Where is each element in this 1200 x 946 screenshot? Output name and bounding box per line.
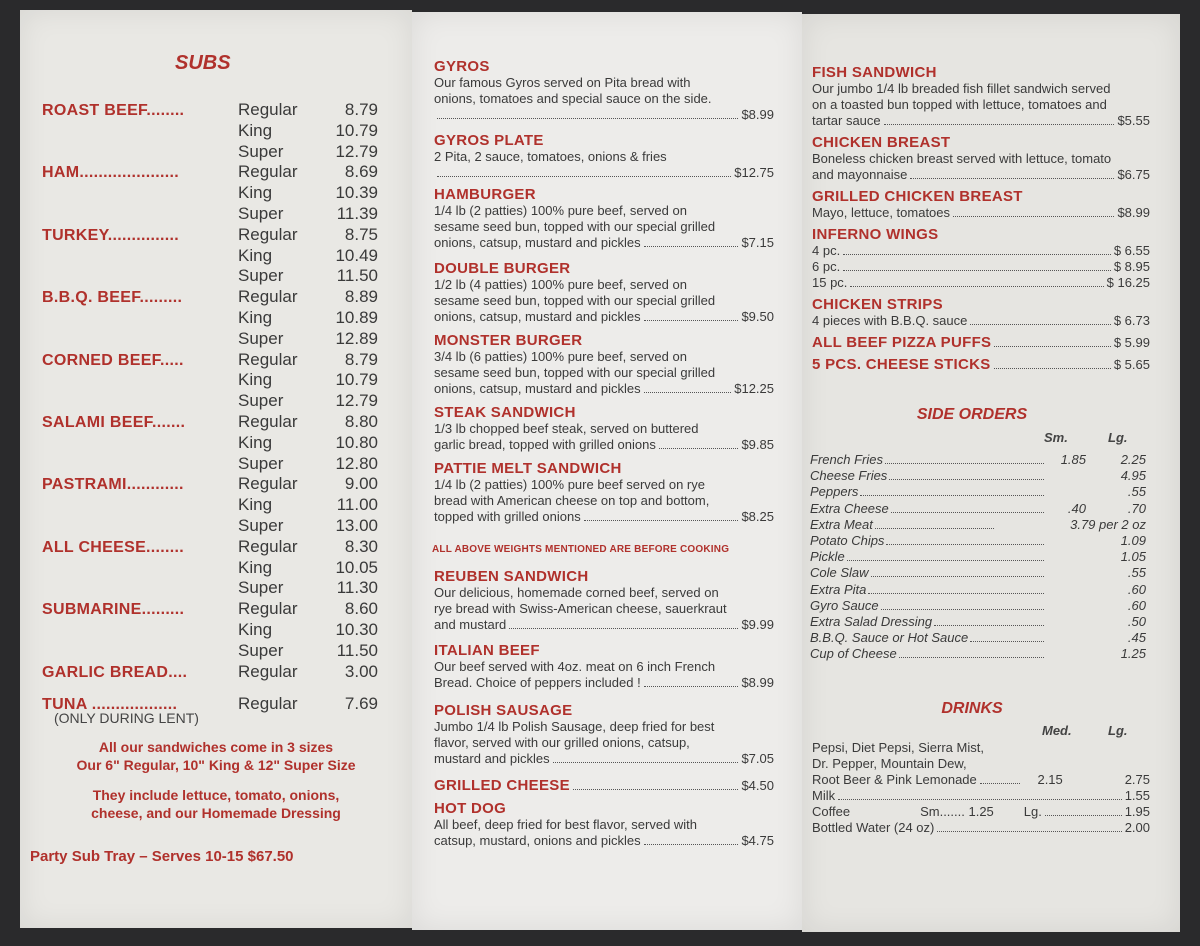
small-column-header: Sm. — [1044, 430, 1068, 445]
item-price: $7.15 — [741, 235, 774, 250]
soda-line: Dr. Pepper, Mountain Dew, — [812, 756, 967, 771]
sub-size: King — [238, 308, 273, 327]
side-small-price: .40 — [1067, 500, 1086, 516]
coffee-small: Sm....... 1.25 — [920, 804, 994, 819]
item-price-line — [434, 165, 774, 181]
side-order-row — [810, 484, 1146, 499]
side-order-row — [810, 614, 1146, 629]
side-orders-title: SIDE ORDERS — [916, 406, 1028, 423]
side-large-price: .55 — [1127, 484, 1146, 500]
drinks-title: DRINKS — [941, 700, 1003, 717]
item-price-line — [434, 309, 774, 325]
item-price: $8.99 — [741, 675, 774, 690]
sub-price: 10.49 — [335, 245, 378, 265]
sub-name: SALAMI BEEF....... — [42, 414, 186, 431]
sub-size: Super — [238, 266, 284, 286]
item-desc: Our jumbo 1/4 lb breaded fish fillet sandwich served — [812, 81, 1111, 96]
sub-size: Regular — [238, 661, 298, 681]
sub-size: Regular — [238, 474, 298, 494]
item-desc: and mayonnaise — [812, 167, 908, 182]
sub-name: TURKEY............... — [42, 226, 179, 244]
side-large-price: 4.95 — [1120, 468, 1146, 484]
sub-size-row — [238, 350, 378, 370]
item-price: $4.75 — [741, 833, 774, 848]
sub-size-row — [238, 204, 378, 224]
sub-size: Regular — [238, 349, 298, 369]
subs-title: SUBS — [175, 52, 231, 74]
sub-size-row — [238, 391, 378, 411]
water-line — [812, 820, 1150, 836]
sub-size-row — [238, 694, 378, 714]
side-order-row — [810, 533, 1146, 548]
wings-size: 6 pc. — [812, 259, 841, 274]
drink-medium-price: 2.15 — [1037, 772, 1063, 787]
item-desc: sesame seed bun, topped with our special grilled — [434, 219, 716, 234]
coffee-line — [812, 804, 1150, 820]
item-desc: tartar sauce — [812, 113, 881, 128]
soda-line: Pepsi, Diet Pepsi, Sierra Mist, — [812, 740, 984, 755]
item-title: DOUBLE BURGER — [434, 260, 571, 277]
sub-name: CORNED BEEF..... — [42, 351, 184, 369]
sub-size: King — [238, 620, 273, 639]
sub-price: 12.79 — [335, 141, 378, 161]
item-price-line — [434, 751, 774, 767]
side-large-price: .60 — [1127, 597, 1146, 613]
item-desc: flavor, served with our grilled onions, catsup, — [434, 735, 690, 750]
sub-size-row — [238, 225, 378, 245]
middle-panel — [412, 12, 802, 930]
medium-column-header: Med. — [1042, 723, 1072, 738]
side-name: Cup of Cheese — [810, 646, 897, 662]
item-price-line — [434, 107, 774, 123]
sub-size: Regular — [238, 162, 298, 182]
sub-size: Super — [238, 578, 284, 598]
sizes-note-line: Our 6" Regular, 10" King & 12" Super Size — [76, 757, 356, 773]
side-name: Cole Slaw — [810, 565, 869, 581]
item-desc: 1/2 lb (4 patties) 100% pure beef, served on — [434, 277, 687, 292]
item-title: INFERNO WINGS — [812, 226, 939, 243]
sub-name: ROAST BEEF........ — [42, 102, 185, 119]
sub-size: Super — [238, 640, 284, 660]
drink-name: Coffee — [812, 804, 851, 819]
item-price: $4.50 — [741, 778, 774, 793]
item-price-line — [812, 205, 1150, 221]
sub-price: 11.50 — [336, 266, 378, 286]
item-price: $9.99 — [741, 617, 774, 632]
sub-size-row — [238, 516, 378, 536]
wings-price: $ 16.25 — [1106, 275, 1150, 290]
sub-size: Regular — [238, 224, 298, 244]
item-price: $9.85 — [741, 437, 774, 452]
side-order-row — [810, 517, 1146, 532]
side-name: Extra Pita — [810, 581, 867, 597]
sub-size-row — [238, 266, 378, 286]
drink-price: 1.55 — [1124, 788, 1150, 803]
large-column-header: Lg. — [1108, 723, 1128, 738]
sub-size-row — [238, 537, 378, 557]
sub-size-row — [238, 183, 378, 203]
milk-line — [812, 788, 1150, 804]
soda-price-line — [812, 772, 1150, 788]
sub-size-row — [238, 162, 378, 182]
sub-price: 8.75 — [344, 224, 378, 244]
item-desc: Mayo, lettuce, tomatoes — [812, 205, 951, 220]
menu-item — [434, 58, 774, 123]
sub-size-row — [238, 578, 378, 598]
coffee-large-price: 1.95 — [1124, 804, 1150, 819]
side-large-price: 3.79 per 2 oz — [1070, 516, 1146, 532]
sub-size: King — [238, 183, 273, 203]
sizes-note-line: All our sandwiches come in 3 sizes — [98, 739, 334, 755]
sub-size-row — [238, 412, 378, 432]
side-large-price: 1.05 — [1120, 549, 1146, 565]
wings-price: $ 8.95 — [1113, 259, 1150, 274]
item-price: $12.25 — [734, 381, 774, 396]
side-name: Peppers — [810, 484, 859, 500]
side-order-row — [810, 630, 1146, 645]
item-desc: onions, catsup, mustard and pickles — [434, 309, 641, 324]
sub-size-row — [238, 662, 378, 682]
item-desc: 1/4 lb (2 patties) 100% pure beef, served on — [434, 203, 687, 218]
sub-size-row — [238, 558, 378, 578]
sub-price: 8.80 — [344, 412, 378, 431]
sub-size: Super — [238, 328, 284, 348]
sub-size: Super — [238, 141, 284, 161]
sub-name: HAM..................... — [42, 164, 179, 182]
sub-price: 8.89 — [344, 287, 378, 307]
item-price-line — [434, 509, 774, 525]
item-title: GYROS — [434, 58, 490, 75]
item-price-line — [812, 313, 1150, 329]
item-price-line — [434, 777, 774, 794]
side-order-row — [810, 501, 1146, 516]
item-price-line — [434, 617, 774, 633]
sub-size: Regular — [238, 599, 298, 619]
item-price-line — [434, 833, 774, 849]
side-order-row — [810, 452, 1146, 467]
wings-row — [812, 259, 1150, 275]
item-desc: topped with grilled onions — [434, 509, 581, 524]
item-title: HAMBURGER — [434, 186, 536, 203]
item-desc: 2 Pita, 2 sauce, tomatoes, onions & fries — [434, 149, 667, 164]
sizes-note — [20, 738, 412, 774]
item-price: $9.50 — [741, 309, 774, 324]
side-name: Pickle — [810, 549, 845, 565]
item-price-line — [434, 437, 774, 453]
sub-price: 11.50 — [336, 640, 378, 660]
item-price: $7.05 — [741, 751, 774, 766]
item-title: GYROS PLATE — [434, 132, 544, 149]
side-name: Extra Cheese — [810, 500, 889, 516]
sub-price: 10.05 — [335, 557, 378, 577]
drink-name: Milk — [812, 788, 836, 803]
item-price: $8.25 — [741, 509, 774, 524]
sub-name: TUNA .................. — [42, 695, 178, 713]
wings-row — [812, 275, 1150, 291]
sub-price: 12.89 — [335, 328, 378, 348]
item-price: $ 5.65 — [1113, 357, 1150, 372]
sub-size: King — [238, 495, 273, 515]
sub-size-row — [238, 370, 378, 390]
item-title: CHICKEN BREAST — [812, 134, 951, 151]
sub-size: King — [238, 432, 273, 452]
item-title: ALL BEEF PIZZA PUFFS — [812, 334, 992, 351]
item-price: $8.99 — [741, 107, 774, 122]
right-panel — [802, 14, 1180, 932]
item-desc: 1/3 lb chopped beef steak, served on buttered — [434, 421, 699, 436]
item-price-line — [812, 167, 1150, 183]
side-name: Potato Chips — [810, 533, 885, 548]
sub-price: 10.30 — [335, 620, 378, 639]
drink-price: 2.00 — [1124, 820, 1150, 835]
coffee-large-label: Lg. — [1023, 804, 1042, 819]
item-desc: catsup, mustard, onions and pickles — [434, 833, 641, 848]
menu-item — [434, 132, 774, 181]
item-desc: 3/4 lb (6 patties) 100% pure beef, served on — [434, 349, 687, 364]
sub-size: Regular — [238, 412, 298, 431]
lent-note: (ONLY DURING LENT) — [54, 710, 199, 726]
sub-size: Regular — [238, 536, 298, 556]
item-desc: and mustard — [434, 617, 507, 632]
subs-panel — [20, 10, 412, 928]
sub-size-row — [238, 142, 378, 162]
sub-size-row — [238, 641, 378, 661]
sub-size-row — [238, 599, 378, 619]
item-desc: garlic bread, topped with grilled onions — [434, 437, 656, 452]
side-name: Extra Meat — [810, 516, 873, 532]
side-name: Gyro Sauce — [810, 597, 879, 613]
menu-item — [434, 460, 774, 525]
item-price-line — [812, 334, 1150, 351]
item-title: PATTIE MELT SANDWICH — [434, 460, 622, 477]
sub-name: SUBMARINE......... — [42, 601, 185, 619]
wings-row — [812, 243, 1150, 259]
menu-item — [434, 260, 774, 325]
item-desc: onions, catsup, mustard and pickles — [434, 381, 641, 396]
sub-size-row — [238, 329, 378, 349]
wings-size: 4 pc. — [812, 243, 841, 258]
item-desc: Jumbo 1/4 lb Polish Sausage, deep fried for best — [434, 719, 715, 734]
sub-name: ALL CHEESE........ — [42, 538, 185, 556]
sub-price: 10.80 — [335, 432, 378, 452]
sub-size: Regular — [238, 100, 298, 119]
sub-price: 9.00 — [344, 474, 378, 494]
sub-price: 10.39 — [335, 183, 378, 203]
sub-size-row — [238, 474, 378, 494]
sub-size-row — [238, 246, 378, 266]
sub-size: Super — [238, 516, 284, 535]
chicken-breast — [812, 134, 1150, 183]
drink-large-price: 2.75 — [1124, 772, 1150, 787]
sub-price: 7.69 — [344, 693, 378, 713]
item-price: $ 6.73 — [1113, 313, 1150, 328]
item-desc: sesame seed bun, topped with our special grilled — [434, 365, 716, 380]
side-large-price: .45 — [1127, 630, 1146, 646]
item-price-line — [812, 113, 1150, 129]
side-order-row — [810, 646, 1146, 661]
side-order-row — [810, 565, 1146, 580]
side-large-price: .50 — [1127, 614, 1146, 629]
item-desc: Our beef served with 4oz. meat on 6 inch French — [434, 659, 716, 674]
sub-size: Super — [238, 453, 284, 473]
item-title: REUBEN SANDWICH — [434, 568, 589, 585]
item-title: POLISH SAUSAGE — [434, 702, 573, 719]
chicken-strips — [812, 296, 1150, 329]
item-desc: 1/4 lb (2 patties) 100% pure beef served on rye — [434, 477, 705, 492]
menu-item — [434, 404, 774, 453]
item-title: GRILLED CHICKEN BREAST — [812, 188, 1023, 205]
sub-size-row — [238, 308, 378, 328]
item-desc: onions, tomatoes and special sauce on the side. — [434, 91, 712, 106]
side-large-price: 2.25 — [1120, 452, 1146, 467]
item-desc: bread with American cheese on top and bottom, — [434, 493, 710, 508]
menu-item — [434, 568, 774, 633]
sub-size-row — [238, 620, 378, 640]
sub-size: Super — [238, 391, 284, 411]
item-price-line — [812, 356, 1150, 373]
sub-price: 10.79 — [335, 120, 378, 140]
item-desc: onions, catsup, mustard and pickles — [434, 235, 641, 250]
sub-size: King — [238, 245, 273, 265]
sub-price: 8.30 — [344, 536, 378, 556]
item-title: FISH SANDWICH — [812, 64, 937, 81]
item-desc: on a toasted bun topped with lettuce, tomatoes and — [812, 97, 1107, 112]
pizza-puffs — [812, 334, 1150, 351]
wings-price: $ 6.55 — [1113, 243, 1150, 258]
sub-size: Regular — [238, 287, 298, 307]
side-large-price: 1.09 — [1120, 533, 1146, 548]
sub-price: 11.39 — [336, 204, 378, 223]
weights-note: ALL ABOVE WEIGHTS MENTIONED ARE BEFORE COOKING — [432, 544, 730, 555]
item-title: STEAK SANDWICH — [434, 404, 576, 421]
item-price: $6.75 — [1117, 167, 1150, 182]
side-name: French Fries — [810, 452, 883, 467]
side-large-price: 1.25 — [1120, 646, 1146, 662]
item-desc: sesame seed bun, topped with our special grilled — [434, 293, 716, 308]
sub-name: PASTRAMI............ — [42, 476, 184, 494]
side-large-price: .55 — [1127, 565, 1146, 581]
sub-size: Regular — [238, 693, 298, 713]
item-desc: 4 pieces with B.B.Q. sauce — [812, 313, 968, 328]
item-desc: Bread. Choice of peppers included ! — [434, 675, 641, 690]
item-price-line — [434, 675, 774, 691]
item-title: HOT DOG — [434, 800, 507, 817]
includes-note-line: cheese, and our Homemade Dressing — [91, 805, 341, 821]
item-desc: Our famous Gyros served on Pita bread with — [434, 75, 691, 90]
side-order-row — [810, 549, 1146, 564]
item-desc: Boneless chicken breast served with lettuce, tomato — [812, 151, 1112, 166]
side-order-row — [810, 598, 1146, 613]
item-title: MONSTER BURGER — [434, 332, 583, 349]
inferno-wings — [812, 226, 1150, 291]
sub-price: 11.00 — [336, 495, 378, 515]
item-desc: All beef, deep fried for best flavor, served with — [434, 817, 698, 832]
side-small-price: 1.85 — [1060, 452, 1086, 467]
large-column-header: Lg. — [1108, 430, 1128, 445]
wings-size: 15 pc. — [812, 275, 848, 290]
item-title: GRILLED CHEESE — [434, 777, 570, 794]
sub-price: 8.79 — [344, 349, 378, 369]
drink-name: Bottled Water (24 oz) — [812, 820, 935, 835]
sub-size-row — [238, 454, 378, 474]
sub-price: 8.69 — [344, 162, 378, 182]
item-desc: rye bread with Swiss-American cheese, sauerkraut — [434, 601, 727, 616]
sub-price: 12.80 — [335, 453, 378, 473]
sub-price: 10.89 — [335, 308, 378, 327]
sub-size-row — [238, 287, 378, 307]
sub-price: 10.79 — [335, 370, 378, 390]
sub-size-row — [238, 433, 378, 453]
fish-sandwich — [812, 64, 1150, 129]
side-name: Extra Salad Dressing — [810, 614, 933, 629]
item-price: $12.75 — [734, 165, 774, 180]
sub-name: B.B.Q. BEEF......... — [42, 289, 183, 307]
soda-line: Root Beer & Pink Lemonade — [812, 772, 977, 787]
party-sub-tray: Party Sub Tray – Serves 10-15 $67.50 — [30, 848, 294, 865]
item-title: CHICKEN STRIPS — [812, 296, 943, 313]
sub-size-row — [238, 121, 378, 141]
cheese-sticks — [812, 356, 1150, 373]
side-order-row — [810, 468, 1146, 483]
sub-size-row — [238, 495, 378, 515]
includes-note-line: They include lettuce, tomato, onions, — [92, 787, 340, 803]
includes-note — [20, 786, 412, 822]
side-large-price: .60 — [1127, 581, 1146, 597]
sub-price: 8.79 — [344, 100, 378, 119]
sub-size-row — [238, 100, 378, 120]
sub-price: 3.00 — [344, 661, 378, 681]
menu-item — [434, 332, 774, 397]
sub-size: Super — [238, 204, 284, 223]
item-price-line — [434, 235, 774, 251]
sub-name: GARLIC BREAD.... — [42, 663, 188, 681]
side-order-row — [810, 582, 1146, 597]
menu-item — [434, 777, 774, 794]
grilled-chicken-breast — [812, 188, 1150, 221]
item-desc: Our delicious, homemade corned beef, served on — [434, 585, 719, 600]
item-desc: mustard and pickles — [434, 751, 550, 766]
item-price: $8.99 — [1117, 205, 1150, 220]
menu-item — [434, 702, 774, 767]
side-name: Cheese Fries — [810, 468, 888, 484]
item-title: ITALIAN BEEF — [434, 642, 540, 659]
sub-price: 12.79 — [335, 391, 378, 411]
menu-item — [434, 186, 774, 251]
sub-price: 11.30 — [336, 578, 378, 598]
item-title: 5 PCS. CHEESE STICKS — [812, 356, 991, 373]
sub-size: King — [238, 120, 273, 140]
sub-size: King — [238, 370, 273, 390]
menu-item — [434, 642, 774, 691]
sub-price: 13.00 — [335, 516, 378, 535]
item-price: $ 5.99 — [1113, 335, 1150, 350]
sub-price: 8.60 — [344, 599, 378, 619]
item-price: $5.55 — [1117, 113, 1150, 128]
side-large-price: .70 — [1127, 500, 1146, 516]
item-price-line — [434, 381, 774, 397]
menu-item — [434, 800, 774, 849]
side-name: B.B.Q. Sauce or Hot Sauce — [810, 630, 969, 646]
sub-size: King — [238, 557, 273, 577]
